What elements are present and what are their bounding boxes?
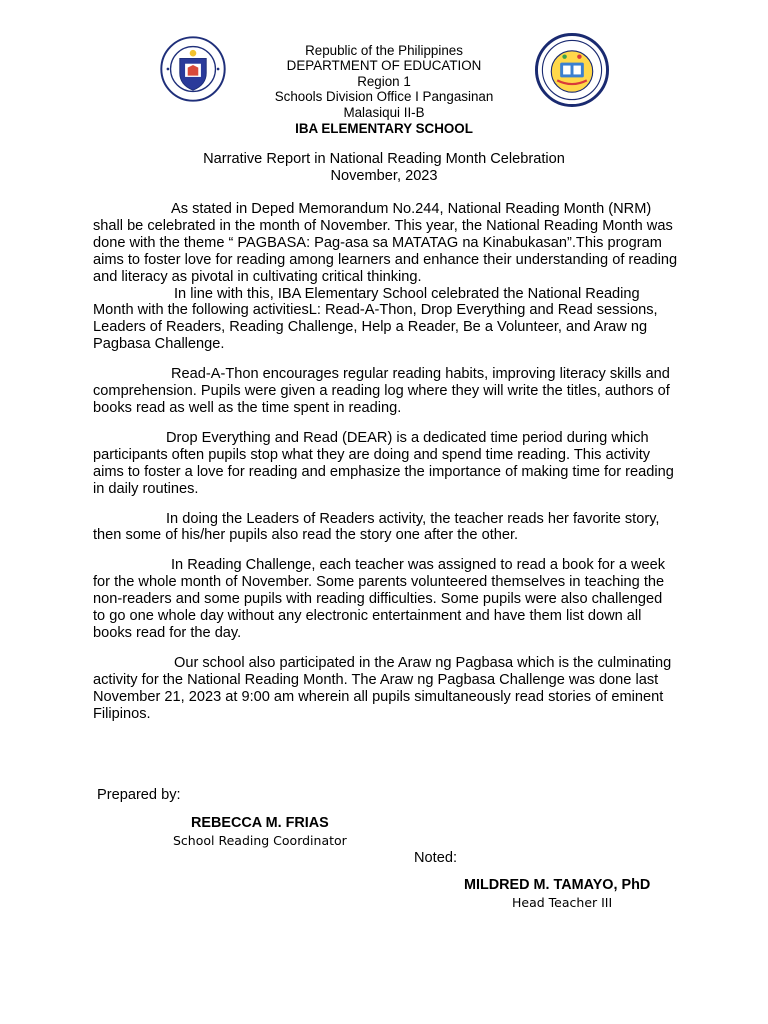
letterhead <box>234 43 534 136</box>
noted-label: Noted: <box>414 850 457 866</box>
noter-role: Head Teacher III <box>512 895 613 910</box>
paragraph-intro: As stated in Deped Memorandum No.244, National Reading Month (NRM) shall be celebrated in the month of November. This year, the National Reading Month was done with the theme “ PAGBASA: Pag-asa sa MATATAG na Kinabukasan”.This program aims to foster love for reading among learners and enhance their understanding of reading and literacy as pivotal in cultivating critical thinking. <box>93 201 678 285</box>
letterhead-line-region: Region 1 <box>357 73 411 89</box>
report-heading <box>134 151 634 185</box>
school-name: IBA ELEMENTARY SCHOOL <box>295 121 473 137</box>
prepared-by-label: Prepared by: <box>97 787 181 803</box>
report-title: Narrative Report in National Reading Month Celebration <box>203 151 565 167</box>
paragraph-activities: In line with this, IBA Elementary School celebrated the National Reading Month with the following activitiesL: Read-A-Thon, Drop Everything and Read sessions, Leaders of Readers, Reading Challenge, Help a Reader, Be a Volunteer, and Araw ng Pagbasa Challenge. <box>93 285 658 353</box>
letterhead-line-republic: Republic of the Philippines <box>305 43 463 58</box>
paragraph-reading-challenge: In Reading Challenge, each teacher was assigned to read a book for a week for the whole month of November. Some parents volunteered themselves in teaching the non-readers and some pupils with reading difficulties. Some pupils were also challenged to go one whole day without any electronic entertainment and have them list down all books read for the day. <box>93 557 666 641</box>
paragraph-araw-ng-pagbasa: Our school also participated in the Araw ng Pagbasa which is the culminating activity for the National Reading Month. The Araw ng Pagbasa Challenge was done last November 21, 2023 at 9:00 am wherein all pupils simultaneously read stories of eminent Filipinos. <box>93 654 672 722</box>
noter-name: MILDRED M. TAMAYO, PhD <box>464 877 651 893</box>
report-date: November, 2023 <box>330 168 438 184</box>
preparer-name: REBECCA M. FRIAS <box>191 815 329 831</box>
paragraph-dear: Drop Everything and Read (DEAR) is a dedicated time period during which participants often pupils stop what they are doing and spend time reading. This activity aims to foster a love for reading and emphasize the importance of making time for reading in daily routines. <box>93 429 674 497</box>
letterhead-line-department: DEPARTMENT OF EDUCATION <box>286 58 482 74</box>
letterhead-line-division: Schools Division Office I Pangasinan <box>274 89 494 105</box>
sdo-pangasinan-seal-icon <box>535 33 609 107</box>
preparer-role: School Reading Coordinator <box>173 833 347 848</box>
deped-seal-icon <box>160 36 226 102</box>
paragraph-read-a-thon: Read-A-Thon encourages regular reading habits, improving literacy skills and comprehension. Pupils were given a reading log where they will write the titles, authors of books read as well as the time spent in reading. <box>93 366 670 416</box>
report-body <box>93 201 678 722</box>
letterhead-line-district: Malasiqui II-B <box>343 104 425 120</box>
paragraph-leaders-of-readers: In doing the Leaders of Readers activity, the teacher reads her favorite story, then some of his/her pupils also read the story one after the other. <box>93 510 660 544</box>
